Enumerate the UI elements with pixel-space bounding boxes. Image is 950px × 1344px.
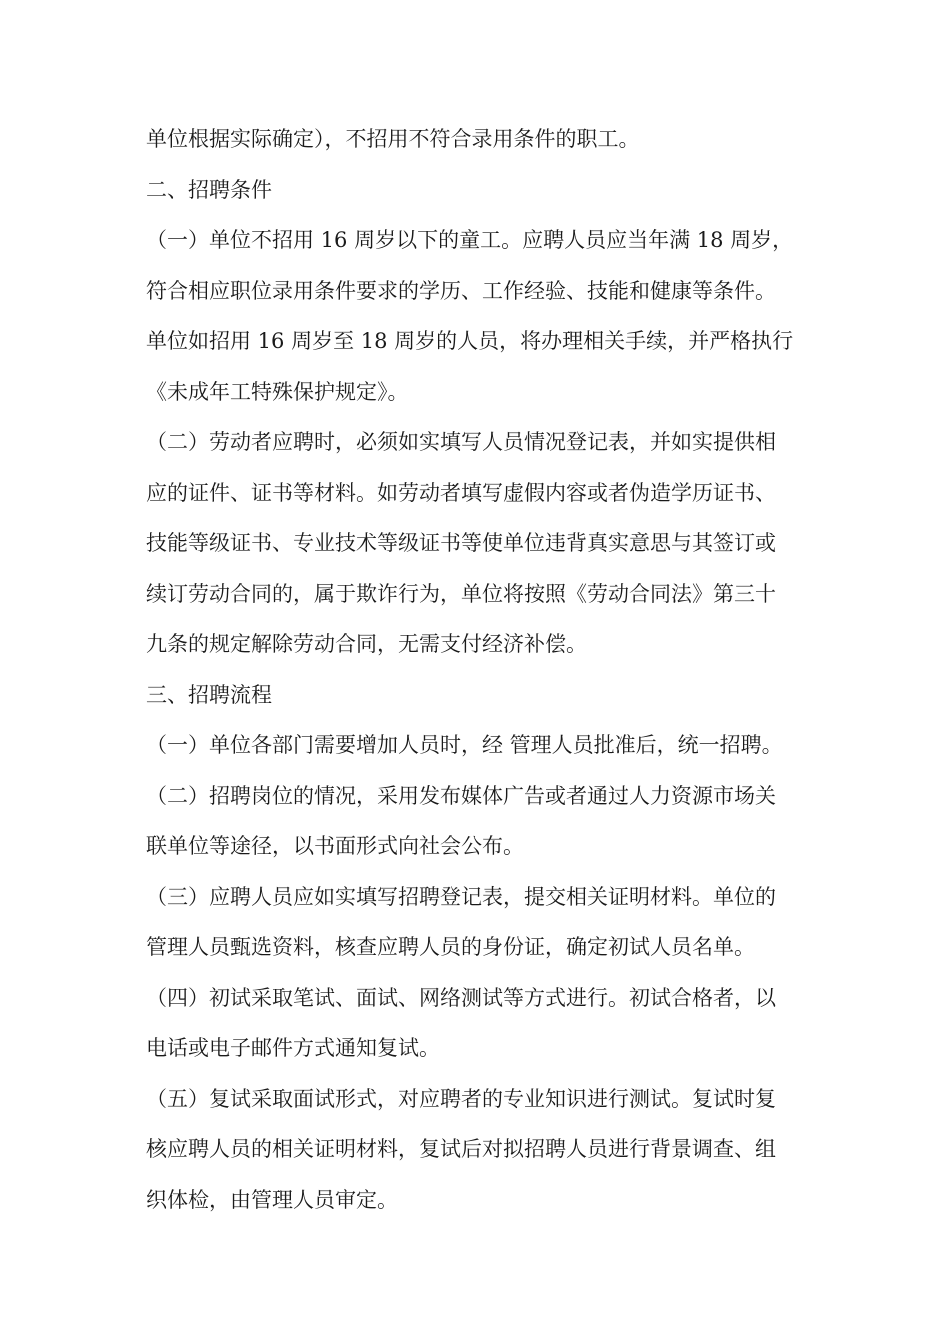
text-line: （三）应聘人员应如实填写招聘登记表，提交相关证明材料。单位的 [146, 884, 776, 909]
text-line: 电话或电子邮件方式通知复试。 [146, 1036, 440, 1060]
text-line: （五）复试采取面试形式，对应聘者的专业知识进行测试。复试时复 [146, 1086, 776, 1111]
section-heading: 三、招聘流程 [146, 682, 272, 707]
text-line: 《未成年工特殊保护规定》。 [146, 379, 409, 404]
text-line: 核应聘人员的相关证明材料，复试后对拟招聘人员进行背景调查、组 [146, 1137, 776, 1161]
text-line: 九条的规定解除劳动合同，无需支付经济补偿。 [146, 632, 587, 656]
text-line: （二）劳动者应聘时，必须如实填写人员情况登记表，并如实提供相 [146, 430, 776, 454]
document-body [146, 114, 816, 1225]
text-line: 单位根据实际确定），不招用不符合录用条件的职工。 [146, 127, 640, 151]
text-line: 符合相应职位录用条件要求的学历、工作经验、技能和健康等条件。 [146, 278, 776, 303]
text-line: 织体检，由管理人员审定。 [146, 1187, 398, 1212]
text-line: 应的证件、证书等材料。如劳动者填写虚假内容或者伪造学历证书、 [146, 480, 776, 505]
text-line: （一）单位不招用 16 周岁以下的童工。应聘人员应当年满 18 周岁， [146, 228, 794, 252]
text-line: 续订劳动合同的，属于欺诈行为，单位将按照《劳动合同法》第三十 [146, 581, 776, 606]
text-line: 管理人员甄选资料，核查应聘人员的身份证，确定初试人员名单。 [146, 935, 755, 959]
text-line: 联单位等途径，以书面形式向社会公布。 [146, 834, 524, 858]
section-heading: 二、招聘条件 [146, 177, 272, 202]
text-line: （二）招聘岗位的情况，采用发布媒体广告或者通过人力资源市场关 [146, 783, 776, 808]
text-line: （一）单位各部门需要增加人员时，经 管理人员批准后，统一招聘。 [146, 733, 783, 757]
text-line: 技能等级证书、专业技术等级证书等使单位违背真实意思与其签订或 [146, 531, 776, 555]
text-line: 单位如招用 16 周岁至 18 周岁的人员，将办理相关手续，并严格执行 [146, 329, 794, 353]
text-line: （四）初试采取笔试、面试、网络测试等方式进行。初试合格者，以 [146, 985, 776, 1010]
